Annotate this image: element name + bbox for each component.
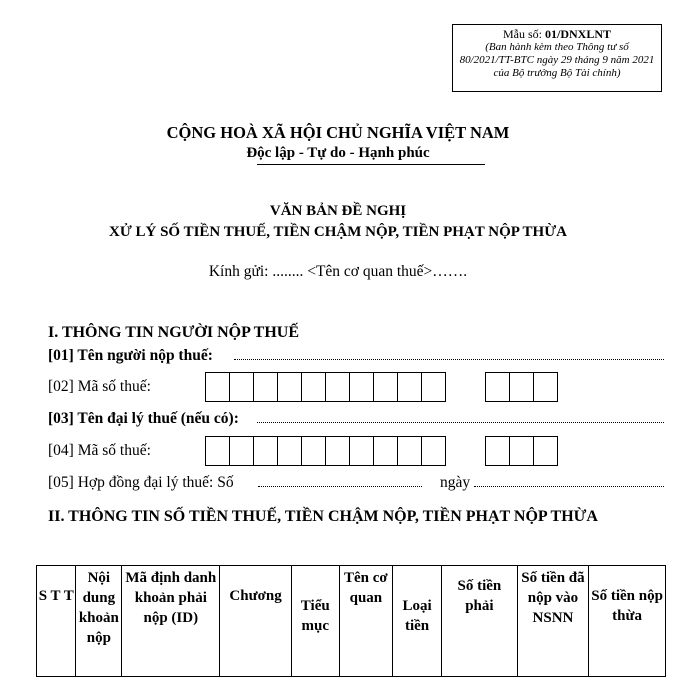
field-02-taxcode-boxes[interactable]	[205, 372, 445, 402]
field-04-taxcode-boxes[interactable]	[205, 436, 445, 466]
col-header-amount-paid: Số tiền đã nộp vào NSNN	[517, 566, 588, 677]
section2-heading: II. THÔNG TIN SỐ TIỀN THUẾ, TIỀN CHẬM NỘP, TIỀN PHẠT NỘP THỪA	[48, 508, 598, 525]
field-05-contract-date[interactable]	[474, 486, 664, 487]
field-05-date-label: ngày	[440, 474, 471, 491]
field-02-label: [02] Mã số thuế:	[48, 378, 151, 395]
field-05-contract-number[interactable]	[258, 486, 422, 487]
col-header-currency: Loại tiền	[393, 566, 442, 677]
doc-title-line2: XỬ LÝ SỐ TIỀN THUẾ, TIỀN CHẬM NỘP, TIỀN PHẠT NỘP THỪA	[108, 224, 567, 240]
col-header-stt: S T T	[37, 566, 76, 677]
motto: Độc lập - Tự do - Hạnh phúc	[246, 145, 430, 161]
col-header-content: Nội dung khoản nộp	[76, 566, 122, 677]
form-note-line2: 80/2021/TT-BTC ngày 29 tháng 9 năm 2021	[459, 54, 655, 66]
field-05-label: [05] Hợp đồng đại lý thuế: Số	[48, 474, 234, 491]
recipient-line: Kính gửi: ........ <Tên cơ quan thuế>…….	[208, 263, 468, 280]
field-01-value[interactable]	[234, 359, 664, 360]
form-note-line1: (Ban hành kèm theo Thông tư số	[485, 41, 629, 53]
col-header-amount-due: Số tiền phải	[442, 566, 518, 677]
col-header-chapter: Chương	[220, 566, 291, 677]
field-04-branch-boxes[interactable]	[485, 436, 557, 466]
form-code-box	[452, 24, 662, 92]
form-code: Mẫu số: 01/DNXLNT	[502, 27, 611, 41]
country-header: CỘNG HOÀ XÃ HỘI CHỦ NGHĨA VIỆT NAM	[166, 123, 510, 142]
field-03-label: [03] Tên đại lý thuế (nếu có):	[48, 410, 239, 427]
col-header-overpaid: Số tiền nộp thừa	[589, 566, 666, 677]
section1-heading: I. THÔNG TIN NGƯỜI NỘP THUẾ	[48, 324, 300, 341]
field-02-branch-boxes[interactable]	[485, 372, 557, 402]
field-01-label: [01] Tên người nộp thuế:	[48, 347, 213, 364]
form-note-line3: của Bộ trưởng Bộ Tài chính)	[493, 67, 621, 79]
col-header-subsection: Tiểu mục	[291, 566, 339, 677]
col-header-id: Mã định danh khoản phải nộp (ID)	[122, 566, 220, 677]
table-header-row	[37, 566, 666, 677]
tax-overpayment-table	[36, 565, 666, 677]
field-03-value[interactable]	[257, 422, 664, 423]
col-header-agency: Tên cơ quan	[339, 566, 392, 677]
field-04-label: [04] Mã số thuế:	[48, 442, 151, 459]
motto-underline	[257, 164, 485, 165]
doc-title-line1: VĂN BẢN ĐỀ NGHỊ	[269, 203, 407, 219]
